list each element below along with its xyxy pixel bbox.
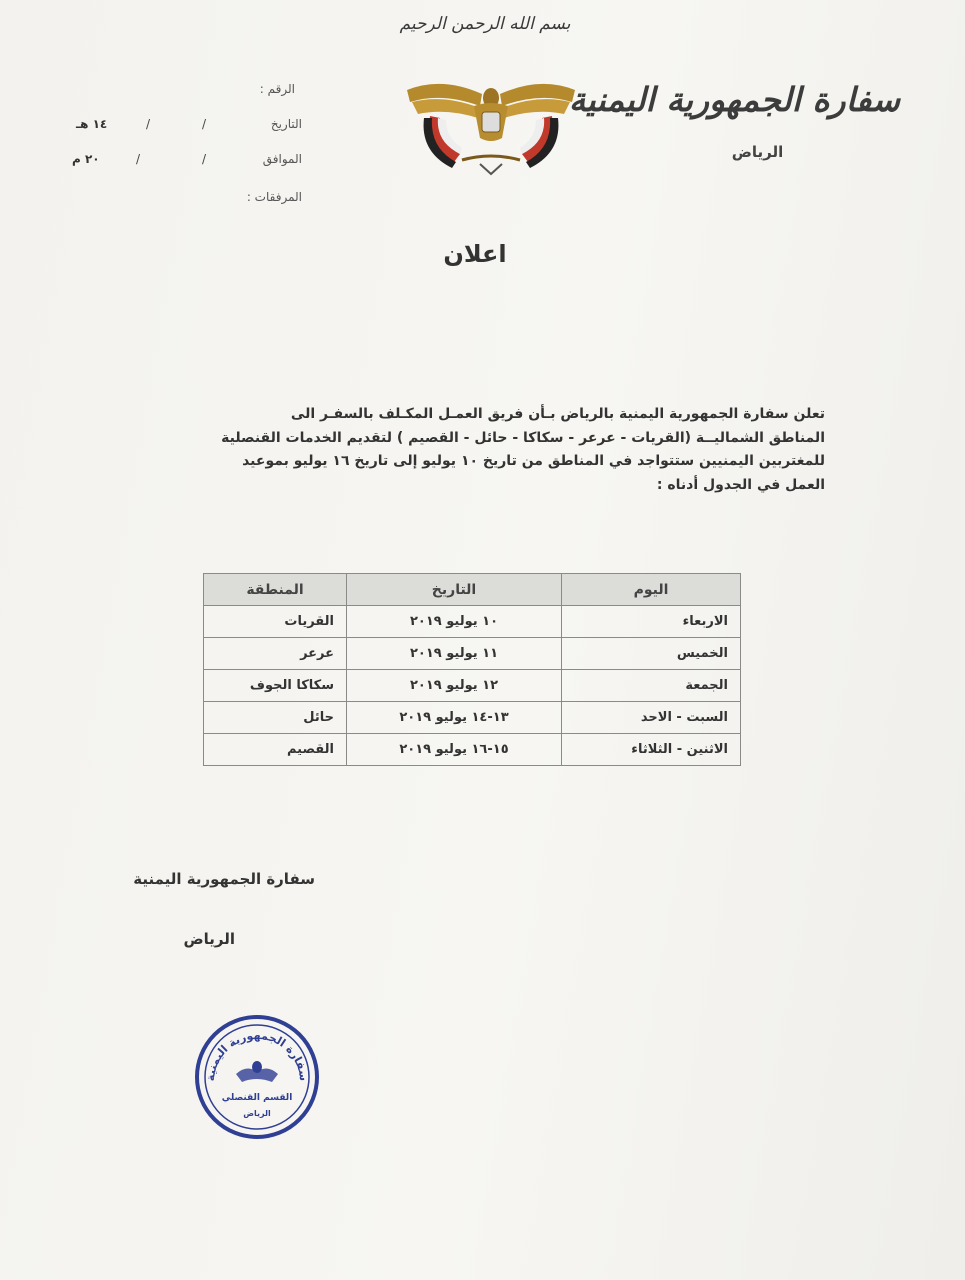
- body-line: للمغتربين اليمنيين ستتواجد في المناطق من تاريخ ١٠ يوليو إلى تاريخ ١٦ يوليو بموعيد: [242, 453, 825, 469]
- cell-date: ١١ يوليو ٢٠١٩: [347, 638, 562, 670]
- yemen-eagle-emblem-icon: [402, 72, 580, 176]
- signature-name: سفارة الجمهورية اليمنية: [133, 870, 315, 888]
- cell-day: الاثنين - الثلاثاء: [562, 734, 741, 766]
- body-line: المناطق الشماليــة (القريات - عرعر - سكاكا - حائل - القصيم ) لتقديم الخدمات القنصلية: [221, 429, 825, 446]
- cell-region: حائل: [204, 702, 347, 734]
- number-field: [70, 82, 295, 98]
- cell-region: القصيم: [204, 734, 347, 766]
- table-row: [204, 734, 741, 766]
- cell-region: سكاكا الجوف: [204, 670, 347, 702]
- cell-day: الخميس: [562, 638, 741, 670]
- table-row: [204, 670, 741, 702]
- cell-date: ١٥-١٦ يوليو ٢٠١٩: [347, 734, 562, 766]
- attachments-field: [200, 190, 302, 206]
- date-separator-1: /: [202, 117, 207, 131]
- table-row: [204, 638, 741, 670]
- table-row: [204, 606, 741, 638]
- date-label: التاريخ: [270, 117, 302, 131]
- embassy-city: الرياض: [731, 143, 784, 161]
- schedule-table: [203, 573, 741, 766]
- corresponding-separator-1: /: [202, 152, 207, 166]
- date-field: [70, 117, 302, 133]
- basmala: بسم الله الرحمن الرحيم: [399, 14, 571, 34]
- cell-date: ١٢ يوليو ٢٠١٩: [347, 670, 562, 702]
- date-separator-2: /: [146, 117, 151, 131]
- date-hijri-suffix: ١٤ هـ: [76, 117, 108, 131]
- table-row: [204, 702, 741, 734]
- corresponding-label: الموافق: [262, 152, 302, 166]
- header-region: المنطقة: [204, 574, 347, 606]
- header-date: التاريخ: [347, 574, 562, 606]
- announcement-body: [100, 403, 825, 497]
- cell-date: ١٠ يوليو ٢٠١٩: [347, 606, 562, 638]
- cell-day: الاربعاء: [562, 606, 741, 638]
- corresponding-suffix: ٢٠ م: [72, 152, 100, 166]
- number-label: الرقم :: [259, 82, 295, 96]
- cell-region: القريات: [204, 606, 347, 638]
- signature-city: الرياض: [183, 930, 235, 948]
- embassy-name: سفارة الجمهورية اليمنية: [568, 80, 900, 119]
- cell-date: ١٣-١٤ يوليو ٢٠١٩: [347, 702, 562, 734]
- announcement-title: اعلان: [443, 240, 507, 268]
- cell-region: عرعر: [204, 638, 347, 670]
- body-line: تعلن سفارة الجمهورية اليمنية بالرياض بـأن فريق العمـل المكـلف بالسفـر الى: [290, 406, 825, 422]
- header-day: اليوم: [562, 574, 741, 606]
- table-header-row: [204, 574, 741, 606]
- cell-day: السبت - الاحد: [562, 702, 741, 734]
- stamp-text-middle: القسم القنصلي: [221, 1093, 293, 1103]
- attachments-label: المرفقات :: [246, 190, 302, 204]
- body-line: العمل في الجدول أدناه :: [656, 476, 825, 493]
- cell-day: الجمعة: [562, 670, 741, 702]
- corresponding-separator-2: /: [136, 152, 141, 166]
- stamp-text-top: سفارة الجمهورية اليمنية: [203, 1028, 311, 1082]
- corresponding-date-field: [70, 152, 302, 168]
- stamp-text-bottom: الرياض: [243, 1109, 271, 1118]
- consular-stamp-icon: [192, 1012, 322, 1142]
